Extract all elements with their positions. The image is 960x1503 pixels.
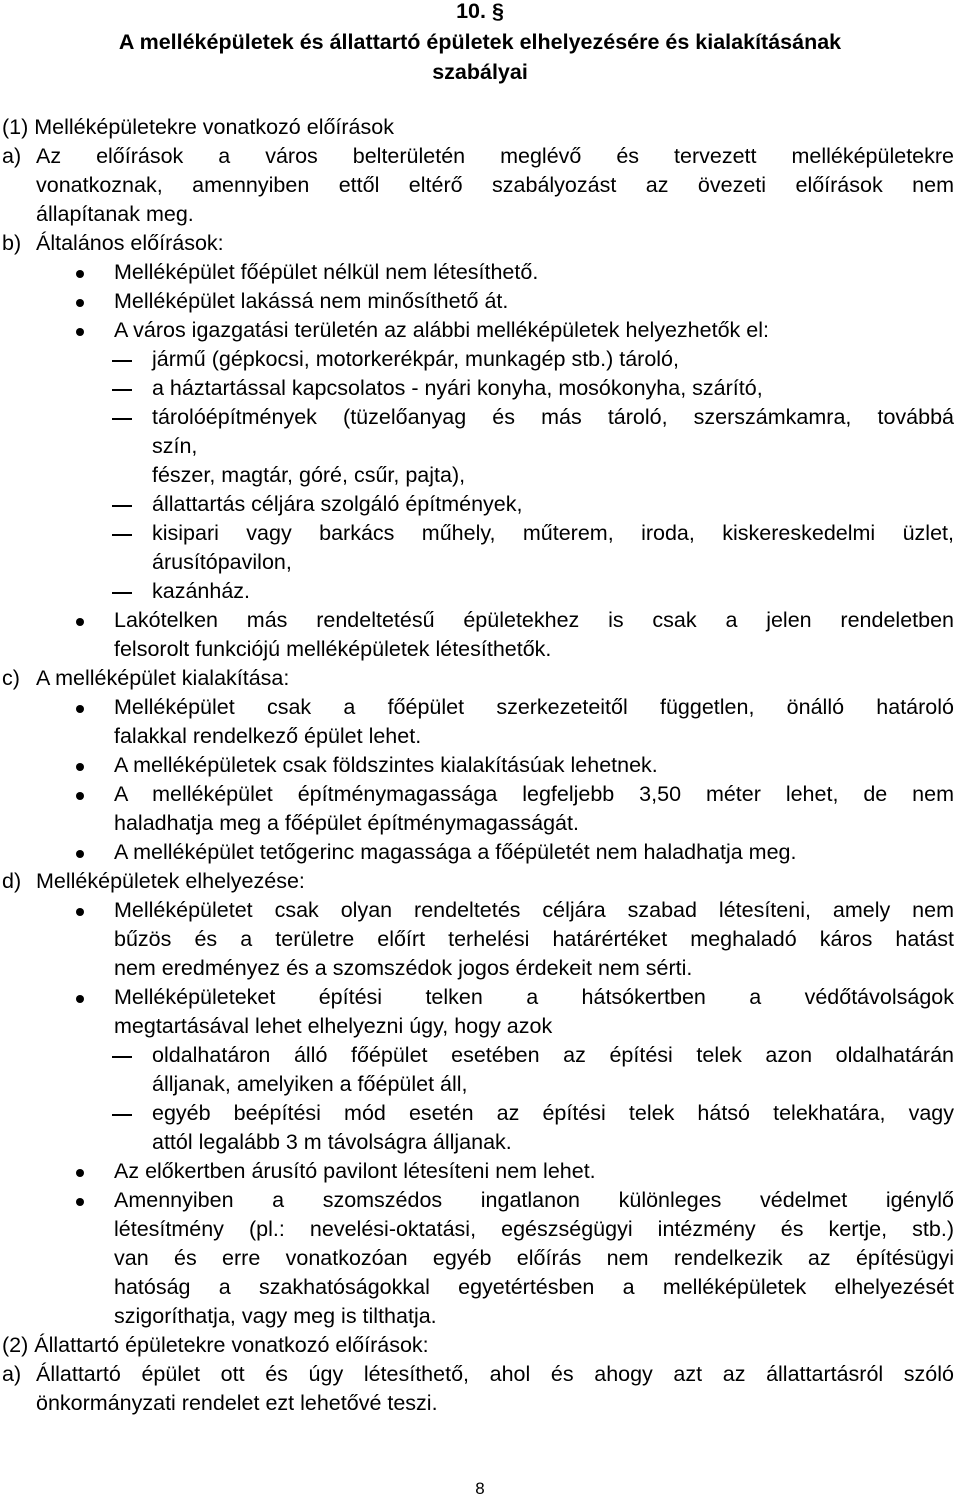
item-a-line-1: Az előírások a város belterületén meglévő és tervezett melléképületekre bbox=[36, 144, 954, 168]
dash-icon bbox=[112, 534, 132, 536]
d-bullet-1-line-2: bűzös és a területre előírt terhelési határértéket meghaladó káros hatást bbox=[114, 927, 954, 951]
c-bullet-3-line-2: haladhatja meg a főépület építménymagasságát. bbox=[114, 811, 579, 835]
bullet-icon bbox=[76, 270, 84, 278]
s2-item-a-label: a) bbox=[2, 1362, 22, 1386]
c-bullet-1-line-1: Melléképület csak a főépület szerkezeteitől független, önálló határoló bbox=[114, 695, 954, 719]
item-d-label: d) bbox=[2, 869, 22, 893]
dash-icon bbox=[112, 1114, 132, 1116]
dash-icon bbox=[112, 389, 132, 391]
bullet-icon bbox=[76, 908, 84, 916]
d-dash-2-line-1: egyéb beépítési mód esetén az építési telek hátsó telekhatára, vagy bbox=[152, 1101, 954, 1125]
d-dash-1-line-1: oldalhatáron álló főépület esetében az építési telek azon oldalhatárán bbox=[152, 1043, 954, 1067]
d-bullet-4-line-1: Amennyiben a szomszédos ingatlanon különleges védelmet igénylő bbox=[114, 1188, 954, 1212]
dash-icon bbox=[112, 360, 132, 362]
dash-item-3: tárolóépítmények (tüzelőanyag és más tároló, szerszámkamra, továbbá bbox=[152, 405, 954, 429]
dash-icon bbox=[112, 418, 132, 420]
dash-item-7: kazánház. bbox=[152, 579, 251, 603]
d-dash-2-line-2: attól legalább 3 m távolságra álljanak. bbox=[152, 1130, 512, 1154]
dash-item-6: kisipari vagy barkács műhely, műterem, iroda, kiskereskedelmi üzlet, bbox=[152, 521, 954, 545]
b-bullet-3: A város igazgatási területén az alábbi melléképületek helyezhetők el: bbox=[114, 318, 769, 342]
b-bullet-1: Melléképület főépület nélkül nem létesíthető. bbox=[114, 260, 539, 284]
item-c-title: A melléképület kialakítása: bbox=[36, 666, 290, 690]
item-c-label: c) bbox=[2, 666, 20, 690]
subsection-1-heading: (1) Melléképületekre vonatkozó előírások bbox=[2, 115, 394, 139]
b-last-line-1: Lakótelken más rendeltetésű épületekhez is csak a jelen rendeletben bbox=[114, 608, 954, 632]
section-title bbox=[0, 27, 960, 87]
bullet-icon bbox=[76, 1198, 84, 1206]
item-b-label: b) bbox=[2, 231, 22, 255]
d-bullet-4-line-5: szigoríthatja, vagy meg is tilthatja. bbox=[114, 1304, 437, 1328]
bullet-icon bbox=[76, 850, 84, 858]
item-d-title: Melléképületek elhelyezése: bbox=[36, 869, 305, 893]
dash-item-3-cont: szín, bbox=[152, 434, 198, 458]
d-bullet-4-line-4: hatóság a szakhatóságokkal egyetértésben a melléképületek elhelyezését bbox=[114, 1275, 954, 1299]
dash-item-2: a háztartással kapcsolatos - nyári konyha, mosókonyha, szárító, bbox=[152, 376, 763, 400]
c-bullet-1-line-2: falakkal rendelkező épület lehet. bbox=[114, 724, 422, 748]
bullet-icon bbox=[76, 1169, 84, 1177]
dash-item-5: állattartás céljára szolgáló építmények, bbox=[152, 492, 523, 516]
section-number bbox=[0, 0, 960, 26]
subsection-2-heading: (2) Állattartó épületekre vonatkozó előírások: bbox=[2, 1333, 429, 1357]
bullet-icon bbox=[76, 328, 84, 336]
section-sign: § bbox=[491, 0, 504, 23]
bullet-icon bbox=[76, 792, 84, 800]
c-bullet-2: A melléképületek csak földszintes kialakításúak lehetnek. bbox=[114, 753, 658, 777]
dash-item-1: jármű (gépkocsi, motorkerékpár, munkagép stb.) tároló, bbox=[152, 347, 679, 371]
dash-item-4: fészer, magtár, góré, csűr, pajta), bbox=[152, 463, 466, 487]
c-bullet-4: A melléképület tetőgerinc magassága a főépületét nem haladhatja meg. bbox=[114, 840, 797, 864]
c-bullet-3-line-1: A melléképület építménymagassága legfeljebb 3,50 méter lehet, de nem bbox=[114, 782, 954, 806]
section-title-line-1: A melléképületek és állattartó épületek elhelyezésére és kialakításának bbox=[118, 30, 842, 54]
d-bullet-4-line-2: létesítmény (pl.: nevelési-oktatási, egészségügyi intézmény és kertje, stb.) bbox=[114, 1217, 954, 1241]
d-bullet-2-line-2: megtartásával lehet elhelyezni úgy, hogy azok bbox=[114, 1014, 553, 1038]
item-a-line-3: állapítanak meg. bbox=[36, 202, 194, 226]
bullet-icon bbox=[76, 299, 84, 307]
s2-item-a-line-1: Állattartó épület ott és úgy létesíthető, ahol és ahogy azt az állattartásról szóló bbox=[36, 1362, 954, 1386]
d-dash-1-line-2: álljanak, amelyiken a főépület áll, bbox=[152, 1072, 468, 1096]
dash-item-6-cont: árusítópavilon, bbox=[152, 550, 292, 574]
d-bullet-1-line-1: Melléképületet csak olyan rendeltetés céljára szabad létesíteni, amely nem bbox=[114, 898, 954, 922]
item-a-label: a) bbox=[2, 144, 22, 168]
bullet-icon bbox=[76, 995, 84, 1003]
b-last-line-2: felsorolt funkciójú melléképületek létesíthetők. bbox=[114, 637, 552, 661]
d-bullet-2-line-1: Melléképületeket építési telken a hátsókertben a védőtávolságok bbox=[114, 985, 954, 1009]
d-bullet-1-line-3: nem eredményez és a szomszédok jogos érdekeit nem sérti. bbox=[114, 956, 693, 980]
section-number-text: 10. bbox=[456, 0, 486, 23]
page-number: 8 bbox=[475, 1479, 485, 1498]
bullet-icon bbox=[76, 618, 84, 626]
section-title-line-2: szabályai bbox=[432, 60, 528, 84]
dash-icon bbox=[112, 1056, 132, 1058]
s2-item-a-line-2: önkormányzati rendelet ezt lehetővé teszi. bbox=[36, 1391, 438, 1415]
d-bullet-3: Az előkertben árusító pavilont létesíteni nem lehet. bbox=[114, 1159, 596, 1183]
item-b-title: Általános előírások: bbox=[36, 231, 224, 255]
dash-icon bbox=[112, 592, 132, 594]
item-a-line-2: vonatkoznak, amennyiben ettől eltérő szabályozást az övezeti előírások nem bbox=[36, 173, 954, 197]
d-bullet-4-line-3: van és erre vonatkozóan egyéb előírás nem rendelkezik az építésügyi bbox=[114, 1246, 954, 1270]
bullet-icon bbox=[76, 705, 84, 713]
b-bullet-2: Melléképület lakássá nem minősíthető át. bbox=[114, 289, 509, 313]
bullet-icon bbox=[76, 763, 84, 771]
dash-icon bbox=[112, 505, 132, 507]
